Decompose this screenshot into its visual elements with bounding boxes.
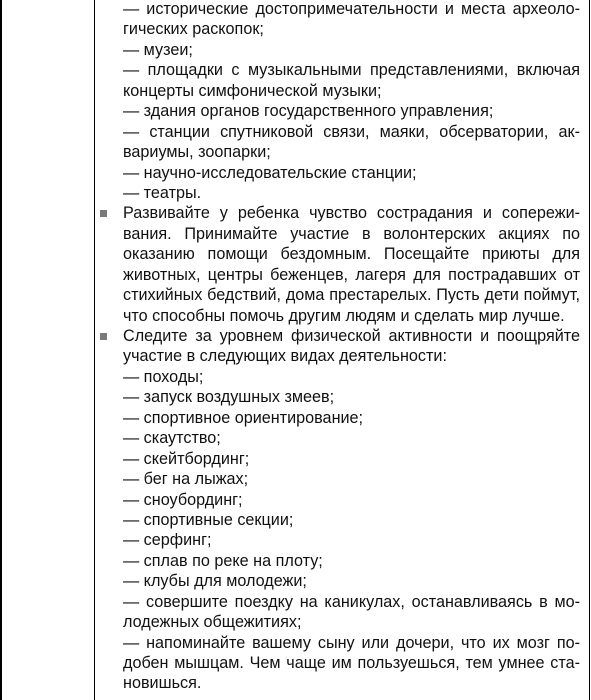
text-line [106, 306, 580, 326]
text-line [106, 530, 580, 550]
line-text: гических раскопок; [123, 20, 264, 39]
line-text: Развивайте у ребенка чувство сострадания и сопережи- [123, 204, 580, 223]
column-divider-rule [94, 0, 95, 700]
line-text: — скейтбординг; [123, 449, 250, 468]
text-line [106, 19, 580, 39]
text-line [106, 653, 580, 673]
text-line [106, 60, 580, 80]
line-text: — бег на лыжах; [123, 470, 249, 489]
line-text: — сноубординг; [123, 490, 243, 509]
line-text: — сплав по реке на плоту; [123, 551, 323, 570]
text-line [106, 122, 580, 142]
text-column [106, 0, 580, 694]
line-text: — площадки с музыкальными представлениями, включая [123, 61, 580, 80]
line-text: — походы; [123, 367, 204, 386]
line-text: — совершите поездку на каникулах, останавливаясь в мо- [123, 592, 580, 611]
line-text: — запуск воздушных змеев; [123, 388, 335, 407]
text-line [106, 571, 580, 591]
text-line [106, 633, 580, 653]
line-text: — серфинг; [123, 531, 212, 550]
line-text: — напоминайте вашему сыну или дочери, что их мозг по- [123, 633, 580, 652]
line-text: — научно-исследовательские станции; [123, 163, 417, 182]
text-line [106, 224, 580, 244]
bullet-paragraph-line [106, 326, 580, 346]
line-text: — спортивные секции; [123, 510, 294, 529]
line-text: — спортивное ориентирование; [123, 408, 364, 427]
line-text: — театры. [123, 183, 202, 202]
line-text: добен мышцам. Чем чаще им пользуешься, тем умнее ста- [123, 654, 580, 672]
line-text: — скаутство; [123, 429, 221, 448]
text-line [106, 81, 580, 101]
square-bullet-icon [100, 333, 107, 340]
text-line [106, 449, 580, 469]
bullet-paragraph-line [106, 203, 580, 223]
square-bullet-icon [100, 210, 107, 217]
text-line [106, 142, 580, 162]
text-line [106, 673, 580, 693]
text-line [106, 551, 580, 571]
text-line [106, 265, 580, 285]
text-line [106, 40, 580, 60]
text-line [106, 408, 580, 428]
line-text: новишься. [123, 674, 202, 693]
text-line [106, 428, 580, 448]
text-line [106, 612, 580, 632]
line-text: участие в следующих видах деятельности: [123, 347, 447, 366]
line-text: оказанию помощи бездомным. Посещайте приюты для [123, 245, 580, 264]
text-line [106, 101, 580, 121]
text-line [106, 367, 580, 387]
line-text: животных, центры беженцев, лагеря для пострадавших от [123, 265, 580, 284]
text-line [106, 469, 580, 489]
line-text: стихийных бедствий, дома престарелых. Пусть дети поймут, [123, 286, 580, 305]
text-line [106, 183, 580, 203]
text-line [106, 490, 580, 510]
text-line [106, 346, 580, 366]
text-line [106, 592, 580, 612]
text-line [106, 163, 580, 183]
line-text: — музеи; [123, 40, 193, 59]
left-border-rule [0, 0, 2, 700]
text-line [106, 0, 580, 19]
text-line [106, 244, 580, 264]
text-line [106, 510, 580, 530]
line-text: — исторические достопримечательности и места археоло- [123, 0, 580, 18]
line-text: лодежных общежитиях; [123, 613, 302, 632]
line-text: Следите за уровнем физической активности и поощряйте [123, 327, 580, 345]
line-text: — здания органов государственного управления; [123, 102, 494, 121]
right-border-rule [589, 0, 590, 700]
line-text: вариумы, зоопарки; [123, 143, 271, 162]
text-line [106, 285, 580, 305]
text-line [106, 387, 580, 407]
line-text: что способны помочь другим людям и сделать мир лучше. [123, 306, 565, 325]
line-text: — станции спутниковой связи, маяки, обсерватории, ак- [123, 122, 580, 141]
line-text: — клубы для молодежи; [123, 572, 307, 591]
line-text: вания. Принимайте участие в волонтерских акциях по [123, 224, 580, 243]
line-text: концерты симфонической музыки; [123, 81, 382, 100]
